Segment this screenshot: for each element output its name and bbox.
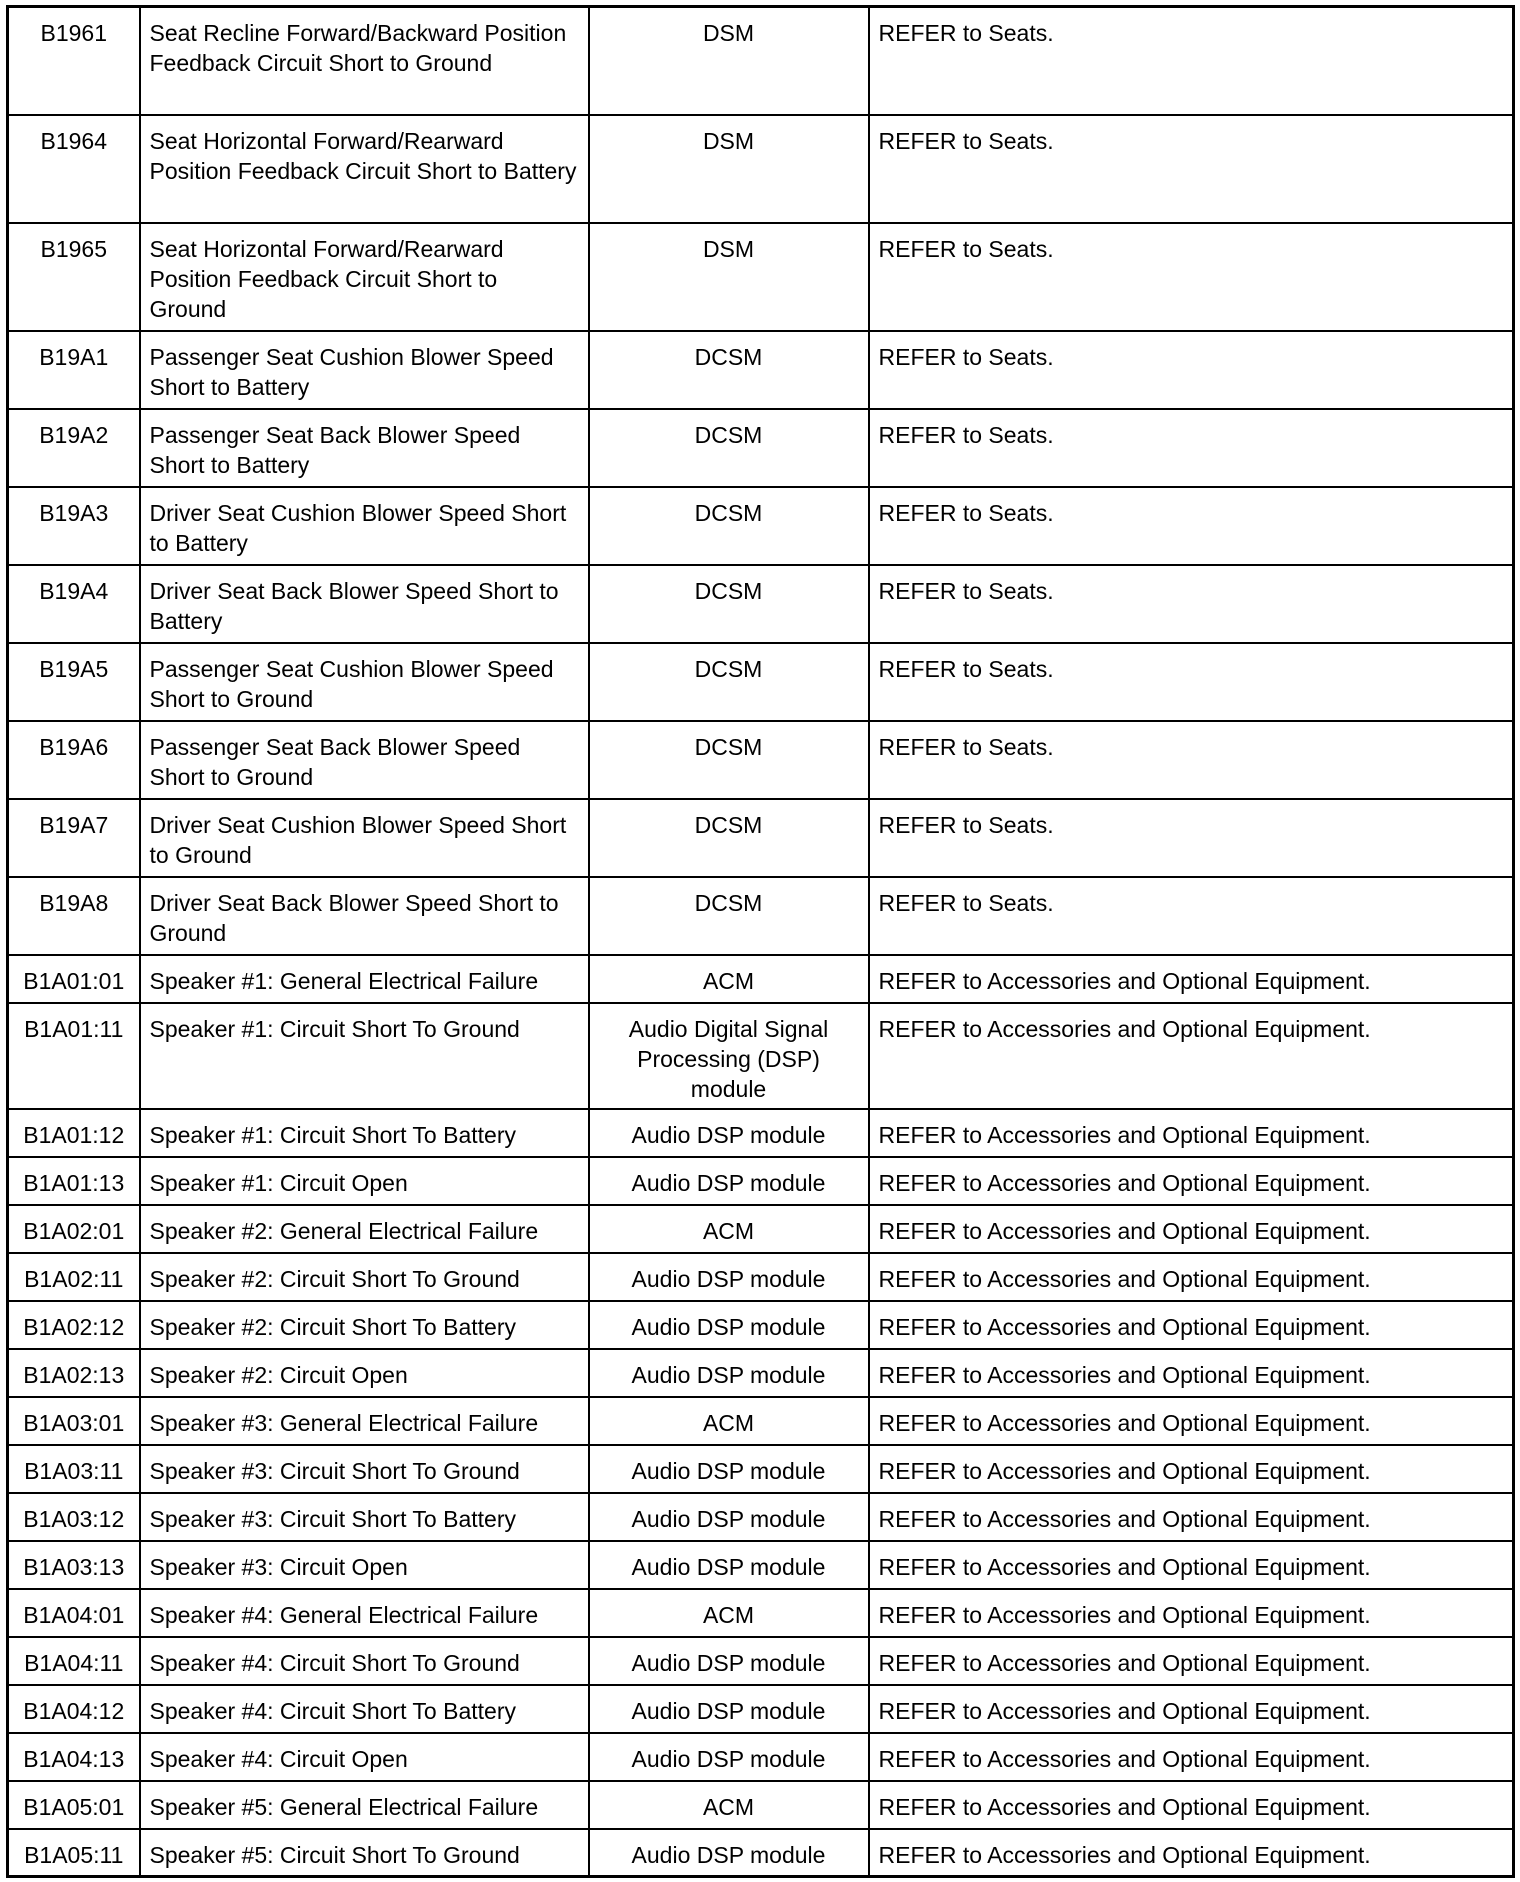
table-row: [8, 1445, 1514, 1493]
module-cell: Audio Digital Signal Processing (DSP) module: [589, 1003, 869, 1109]
module-cell: Audio DSP module: [589, 1157, 869, 1205]
dtc-description-cell: Speaker #4: Circuit Short To Battery: [140, 1685, 589, 1733]
dtc-code-cell: B19A5: [8, 643, 140, 721]
action-cell: REFER to Accessories and Optional Equipment.: [869, 1685, 1514, 1733]
action-cell: REFER to Accessories and Optional Equipment.: [869, 1157, 1514, 1205]
table-row: [8, 223, 1514, 331]
action-cell: REFER to Accessories and Optional Equipment.: [869, 1589, 1514, 1637]
dtc-description-cell: Driver Seat Cushion Blower Speed Short to Battery: [140, 487, 589, 565]
table-row: [8, 1493, 1514, 1541]
dtc-code-cell: B1A03:12: [8, 1493, 140, 1541]
table-row: [8, 1109, 1514, 1157]
table-row: [8, 877, 1514, 955]
dtc-description-cell: Driver Seat Cushion Blower Speed Short to Ground: [140, 799, 589, 877]
dtc-code-cell: B19A6: [8, 721, 140, 799]
dtc-description-cell: Seat Horizontal Forward/Rearward Position Feedback Circuit Short to Ground: [140, 223, 589, 331]
module-cell: Audio DSP module: [589, 1733, 869, 1781]
action-cell: REFER to Accessories and Optional Equipment.: [869, 1829, 1514, 1877]
dtc-description-cell: Speaker #4: Circuit Short To Ground: [140, 1637, 589, 1685]
action-cell: REFER to Seats.: [869, 487, 1514, 565]
action-cell: REFER to Accessories and Optional Equipment.: [869, 1541, 1514, 1589]
module-cell: DSM: [589, 115, 869, 223]
dtc-description-cell: Speaker #2: Circuit Short To Battery: [140, 1301, 589, 1349]
action-cell: REFER to Seats.: [869, 223, 1514, 331]
action-cell: REFER to Accessories and Optional Equipment.: [869, 1349, 1514, 1397]
action-cell: REFER to Accessories and Optional Equipment.: [869, 1003, 1514, 1109]
action-cell: REFER to Accessories and Optional Equipment.: [869, 1493, 1514, 1541]
dtc-description-cell: Driver Seat Back Blower Speed Short to Battery: [140, 565, 589, 643]
dtc-code-cell: B1A04:12: [8, 1685, 140, 1733]
module-cell: DSM: [589, 7, 869, 115]
action-cell: REFER to Accessories and Optional Equipment.: [869, 1253, 1514, 1301]
dtc-code-cell: B1A01:13: [8, 1157, 140, 1205]
dtc-code-cell: B1965: [8, 223, 140, 331]
dtc-code-cell: B19A7: [8, 799, 140, 877]
dtc-code-cell: B19A3: [8, 487, 140, 565]
module-cell: DCSM: [589, 487, 869, 565]
dtc-code-cell: B1A03:13: [8, 1541, 140, 1589]
dtc-code-cell: B1A02:01: [8, 1205, 140, 1253]
table-row: [8, 565, 1514, 643]
action-cell: REFER to Accessories and Optional Equipment.: [869, 1109, 1514, 1157]
dtc-code-cell: B1964: [8, 115, 140, 223]
table-row: [8, 721, 1514, 799]
action-cell: REFER to Accessories and Optional Equipment.: [869, 955, 1514, 1003]
table-row: [8, 1589, 1514, 1637]
dtc-description-cell: Driver Seat Back Blower Speed Short to Ground: [140, 877, 589, 955]
dtc-description-cell: Speaker #3: Circuit Short To Ground: [140, 1445, 589, 1493]
action-cell: REFER to Seats.: [869, 7, 1514, 115]
dtc-table: [6, 5, 1515, 1878]
module-cell: Audio DSP module: [589, 1253, 869, 1301]
dtc-description-cell: Speaker #5: General Electrical Failure: [140, 1781, 589, 1829]
table-row: [8, 1781, 1514, 1829]
dtc-description-cell: Speaker #4: Circuit Open: [140, 1733, 589, 1781]
module-cell: Audio DSP module: [589, 1829, 869, 1877]
module-cell: ACM: [589, 1205, 869, 1253]
dtc-code-cell: B19A8: [8, 877, 140, 955]
action-cell: REFER to Seats.: [869, 721, 1514, 799]
dtc-description-cell: Speaker #1: Circuit Short To Ground: [140, 1003, 589, 1109]
table-row: [8, 1733, 1514, 1781]
dtc-description-cell: Speaker #2: Circuit Open: [140, 1349, 589, 1397]
dtc-code-cell: B1A05:01: [8, 1781, 140, 1829]
module-cell: Audio DSP module: [589, 1301, 869, 1349]
table-row: [8, 643, 1514, 721]
dtc-table-body: [8, 7, 1514, 1877]
action-cell: REFER to Accessories and Optional Equipment.: [869, 1397, 1514, 1445]
table-row: [8, 1349, 1514, 1397]
dtc-code-cell: B1A04:13: [8, 1733, 140, 1781]
module-cell: ACM: [589, 1397, 869, 1445]
dtc-code-cell: B1A02:11: [8, 1253, 140, 1301]
dtc-code-cell: B1A05:11: [8, 1829, 140, 1877]
dtc-code-cell: B1A04:01: [8, 1589, 140, 1637]
dtc-code-cell: B1A04:11: [8, 1637, 140, 1685]
module-cell: Audio DSP module: [589, 1685, 869, 1733]
dtc-code-cell: B1961: [8, 7, 140, 115]
dtc-description-cell: Speaker #5: Circuit Short To Ground: [140, 1829, 589, 1877]
dtc-description-cell: Speaker #2: Circuit Short To Ground: [140, 1253, 589, 1301]
module-cell: DCSM: [589, 721, 869, 799]
dtc-description-cell: Speaker #3: General Electrical Failure: [140, 1397, 589, 1445]
action-cell: REFER to Accessories and Optional Equipment.: [869, 1733, 1514, 1781]
dtc-description-cell: Speaker #4: General Electrical Failure: [140, 1589, 589, 1637]
table-row: [8, 1397, 1514, 1445]
table-row: [8, 487, 1514, 565]
module-cell: ACM: [589, 955, 869, 1003]
dtc-code-cell: B19A1: [8, 331, 140, 409]
table-row: [8, 1301, 1514, 1349]
module-cell: Audio DSP module: [589, 1493, 869, 1541]
action-cell: REFER to Seats.: [869, 565, 1514, 643]
dtc-description-cell: Speaker #1: Circuit Open: [140, 1157, 589, 1205]
module-cell: DCSM: [589, 331, 869, 409]
table-row: [8, 1253, 1514, 1301]
dtc-code-cell: B1A02:12: [8, 1301, 140, 1349]
module-cell: Audio DSP module: [589, 1349, 869, 1397]
action-cell: REFER to Accessories and Optional Equipment.: [869, 1637, 1514, 1685]
dtc-code-cell: B1A02:13: [8, 1349, 140, 1397]
module-cell: DCSM: [589, 643, 869, 721]
table-row: [8, 1685, 1514, 1733]
action-cell: REFER to Seats.: [869, 877, 1514, 955]
dtc-description-cell: Passenger Seat Back Blower Speed Short to Ground: [140, 721, 589, 799]
table-row: [8, 1157, 1514, 1205]
module-cell: DCSM: [589, 877, 869, 955]
dtc-description-cell: Passenger Seat Cushion Blower Speed Short to Ground: [140, 643, 589, 721]
dtc-description-cell: Seat Recline Forward/Backward Position Feedback Circuit Short to Ground: [140, 7, 589, 115]
dtc-code-cell: B1A03:01: [8, 1397, 140, 1445]
module-cell: DCSM: [589, 565, 869, 643]
module-cell: DCSM: [589, 799, 869, 877]
dtc-description-cell: Speaker #3: Circuit Open: [140, 1541, 589, 1589]
table-row: [8, 955, 1514, 1003]
table-row: [8, 1205, 1514, 1253]
dtc-description-cell: Speaker #2: General Electrical Failure: [140, 1205, 589, 1253]
action-cell: REFER to Accessories and Optional Equipment.: [869, 1205, 1514, 1253]
dtc-description-cell: Speaker #3: Circuit Short To Battery: [140, 1493, 589, 1541]
table-row: [8, 1637, 1514, 1685]
table-row: [8, 1541, 1514, 1589]
module-cell: Audio DSP module: [589, 1541, 869, 1589]
table-row: [8, 799, 1514, 877]
action-cell: REFER to Accessories and Optional Equipment.: [869, 1445, 1514, 1493]
module-cell: ACM: [589, 1589, 869, 1637]
dtc-code-cell: B1A03:11: [8, 1445, 140, 1493]
table-row: [8, 1003, 1514, 1109]
action-cell: REFER to Seats.: [869, 643, 1514, 721]
module-cell: ACM: [589, 1781, 869, 1829]
action-cell: REFER to Seats.: [869, 115, 1514, 223]
table-row: [8, 1829, 1514, 1877]
dtc-description-cell: Passenger Seat Cushion Blower Speed Short to Battery: [140, 331, 589, 409]
action-cell: REFER to Seats.: [869, 799, 1514, 877]
dtc-code-cell: B19A4: [8, 565, 140, 643]
action-cell: REFER to Accessories and Optional Equipment.: [869, 1781, 1514, 1829]
module-cell: Audio DSP module: [589, 1445, 869, 1493]
module-cell: DSM: [589, 223, 869, 331]
dtc-code-cell: B19A2: [8, 409, 140, 487]
table-row: [8, 331, 1514, 409]
table-row: [8, 7, 1514, 115]
dtc-code-cell: B1A01:01: [8, 955, 140, 1003]
action-cell: REFER to Accessories and Optional Equipment.: [869, 1301, 1514, 1349]
dtc-description-cell: Speaker #1: General Electrical Failure: [140, 955, 589, 1003]
module-cell: Audio DSP module: [589, 1637, 869, 1685]
dtc-code-cell: B1A01:12: [8, 1109, 140, 1157]
dtc-description-cell: Passenger Seat Back Blower Speed Short to Battery: [140, 409, 589, 487]
dtc-description-cell: Speaker #1: Circuit Short To Battery: [140, 1109, 589, 1157]
module-cell: DCSM: [589, 409, 869, 487]
action-cell: REFER to Seats.: [869, 409, 1514, 487]
action-cell: REFER to Seats.: [869, 331, 1514, 409]
module-cell: Audio DSP module: [589, 1109, 869, 1157]
table-row: [8, 409, 1514, 487]
dtc-description-cell: Seat Horizontal Forward/Rearward Position Feedback Circuit Short to Battery: [140, 115, 589, 223]
dtc-code-cell: B1A01:11: [8, 1003, 140, 1109]
table-row: [8, 115, 1514, 223]
